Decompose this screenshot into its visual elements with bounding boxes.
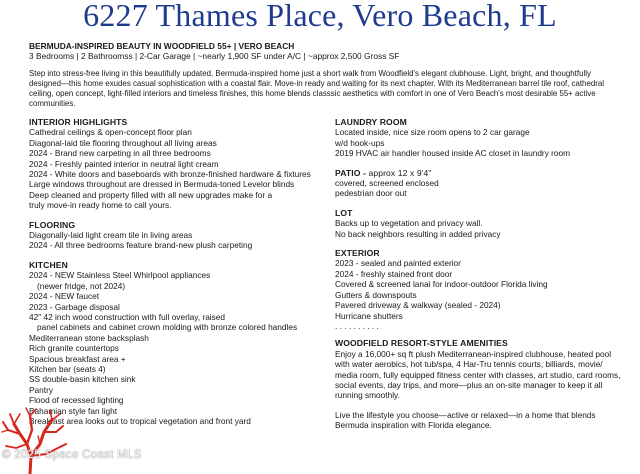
list-item: Flood of recessed lighting	[29, 395, 124, 406]
list-item: 2024 - NEW faucet	[29, 291, 100, 302]
list-item: truly move-in ready home to call yours.	[29, 200, 172, 211]
amenities-section	[335, 338, 625, 430]
list-item: Backs up to vegetation and privacy wall.	[335, 218, 483, 229]
flooring-section	[29, 220, 319, 251]
list-item: 42" 42 inch wood construction with full overlay, raised	[29, 311, 226, 322]
list-item: Cathedral ceilings & open-concept floor plan	[29, 127, 192, 138]
list-item: Enjoy a 16,000+ sq ft plush Mediterranean-inspired clubhouse, heated pool	[335, 348, 612, 359]
list-item: 2023 - Garbage disposal	[29, 301, 120, 312]
property-specs: 3 Bedrooms | 2 Bathroomss | 2-Car Garage | ~nearly 1,900 SF under A/C | ~approx 2,500 Gross SF	[29, 51, 400, 61]
closing-line: Live the lifestyle you choose—active or relaxed—in a home that blends	[335, 409, 596, 420]
list-item: Pantry	[29, 384, 53, 395]
list-item: 2024 - Freshly painted interior in neutral light cream	[29, 158, 219, 169]
list-item: pedestrian door out	[335, 188, 407, 199]
list-item: 2024 - White doors and baseboards with bronze-finished hardware & fixtures	[29, 169, 311, 180]
page-title: 6227 Thames Place, Vero Beach, FL	[83, 0, 557, 33]
list-item: Mediterranean stone backsplash	[29, 332, 149, 343]
list-item: panel cabinets and cabinet crown molding with bronze colored handles	[37, 322, 298, 333]
mls-watermark: © 2025 Space Coast MLS	[2, 449, 142, 461]
list-item: with water aerobics, hot tub/spa, 4 Har-Tru tennis courts, billiards, movie/	[335, 359, 603, 370]
list-item: running smoothly.	[335, 390, 400, 401]
section-title: WOODFIELD RESORT-STYLE AMENITIES	[335, 338, 508, 349]
list-item: Gutters & downspouts	[335, 289, 417, 300]
list-item: 2024 - freshly stained front door	[335, 268, 453, 279]
left-column	[29, 117, 319, 426]
section-title: LOT	[335, 207, 353, 218]
list-item: media room, fully equipped fitness center with classes, art studio, card rooms,	[335, 369, 621, 380]
list-item: Diagonal-laid tile flooring throughout all living areas	[29, 137, 217, 148]
headline: BERMUDA-INSPIRED BEAUTY IN WOODFIELD 55+ | VERO BEACH	[29, 41, 295, 51]
right-column	[335, 117, 625, 431]
list-item: Covered & screened lanai for indoor-outdoor Florida living	[335, 279, 548, 290]
section-title: LAUNDRY ROOM	[335, 117, 407, 127]
list-item: Spacious breakfast area +	[29, 353, 126, 364]
patio-title: PATIO -	[335, 167, 366, 178]
list-item: Kitchen bar (seats 4)	[29, 363, 106, 374]
list-item: Located inside, nice size room opens to 2 car garage	[335, 127, 530, 138]
lot-section	[335, 208, 625, 239]
list-item: 2024 - NEW Stainless Steel Whirlpool appliances	[29, 270, 211, 281]
list-item: social events, day trips, and more—plus an on-site manager to keep it all	[335, 379, 603, 390]
list-item: w/d hook-ups	[335, 137, 385, 148]
section-title	[335, 168, 625, 178]
interior-section	[29, 117, 319, 211]
list-item: 2024 - Brand new carpeting in all three bedrooms	[29, 148, 211, 159]
list-item: 2024 - All three bedrooms feature brand-new plush carpeting	[29, 240, 253, 251]
exterior-section	[335, 248, 625, 331]
list-item: Bahamian style fan light	[29, 405, 118, 416]
laundry-section	[335, 117, 625, 159]
list-item: Large windows throughout are dressed in Bermuda-toned Levelor blinds	[29, 179, 295, 190]
patio-size: approx 12 x 9'4"	[368, 167, 432, 178]
list-item: 2019 HVAC air handler housed inside AC closet in laundry room	[335, 148, 571, 159]
list-item: Breakfast area looks out to tropical vegetation and front yard	[29, 415, 251, 426]
list-item: Diagonally-laid light cream tile in living areas	[29, 230, 193, 241]
section-title: KITCHEN	[29, 259, 68, 270]
section-title: INTERIOR HIGHLIGHTS	[29, 117, 128, 127]
list-item: Hurricane shutters	[335, 310, 403, 321]
section-title: FLOORING	[29, 219, 76, 230]
list-item: No back neighbors resulting in added privacy	[335, 228, 501, 239]
list-item: covered, screened enclosed	[335, 178, 439, 189]
list-item: Deep cleaned and property filled with all new upgrades make for a	[29, 189, 273, 200]
listing-header	[29, 41, 629, 61]
list-item: (newer fridge, not 2024)	[37, 280, 126, 291]
dotted-separator: . . . . . . . . . .	[335, 320, 379, 331]
closing-line: Bermuda inspiration with Florida elegance.	[335, 420, 492, 431]
list-item: Pavered driveway & walkway (sealed - 2024)	[335, 300, 501, 311]
list-item: 2023 - sealed and painted exterior	[335, 258, 461, 269]
section-title: EXTERIOR	[335, 248, 380, 259]
coral-logo-icon	[0, 404, 70, 474]
list-item: SS double-basin kitchen sink	[29, 374, 136, 385]
kitchen-section	[29, 260, 319, 427]
intro-paragraph: Step into stress-free living in this beautifully updated, Bermuda-inspired home just a short walk from Woodfield's elegant clubhouse. Light, bright, and thoughtfully designed—this home exudes casual sophistication with a coastal flair. Move-in ready and waiting for its next chapter. With its Mediterranean barrel tile roof, cathedral ceiling, open concept, light-filled interiors and timeless finishes, this home blends classsic aesthetics with comfort in one of Vero Beach's most desirable 55+ active communities.	[29, 69, 604, 109]
patio-section	[335, 168, 625, 199]
list-item: Rich granite countertops	[29, 343, 119, 354]
